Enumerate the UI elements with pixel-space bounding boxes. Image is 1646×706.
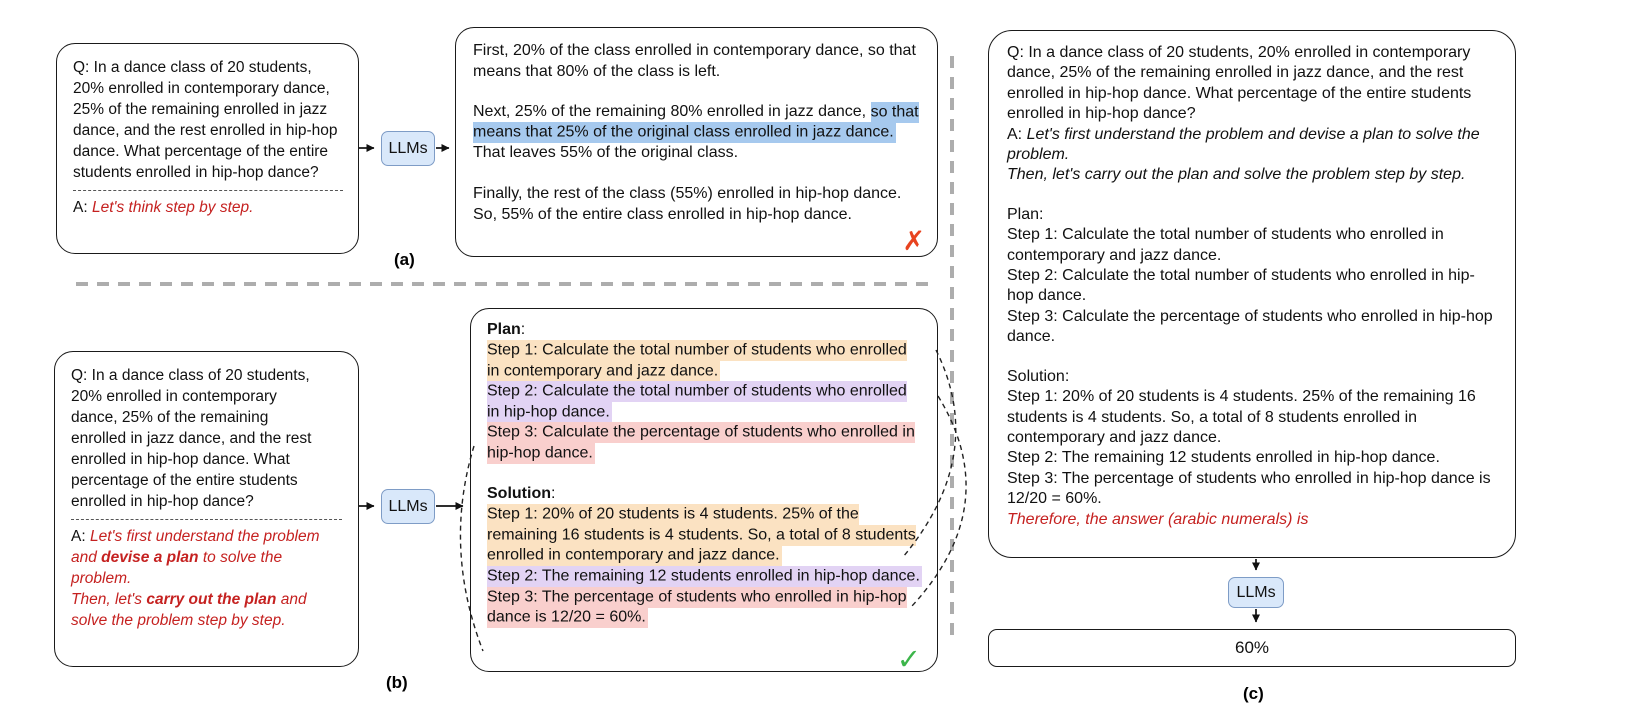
final-answer-text: 60% bbox=[1234, 638, 1270, 657]
panel-c-solution-title: Solution: bbox=[1007, 367, 1070, 385]
panel-c-answer-line-1 bbox=[1007, 125, 1500, 166]
solution-step-3-text: Step 3: The percentage of students who enrolled in hip-hop dance is 12/20 = 60%. bbox=[487, 587, 907, 629]
a2-pre: Then, let's bbox=[71, 591, 147, 608]
panel-c-label: (c) bbox=[1243, 684, 1264, 703]
panel-a-answer-line bbox=[73, 197, 343, 218]
panel-a-llm-box bbox=[381, 131, 435, 166]
panel-a-label: (a) bbox=[394, 250, 415, 269]
plan-step-3-text: Step 3: Calculate the percentage of students who enrolled in hip-hop dance. bbox=[487, 422, 915, 464]
panel-c-trigger-2: Then, let's carry out the plan and solve the problem step by step. bbox=[1007, 166, 1466, 184]
panel-a-response-box bbox=[455, 27, 938, 257]
answer-prefix: A: bbox=[1007, 125, 1027, 143]
panel-c-solution-step-2: Step 2: The remaining 12 students enrolled in hip-hop dance. bbox=[1007, 449, 1440, 467]
plan-title-text: Plan bbox=[487, 321, 521, 338]
cross-icon: ✗ bbox=[902, 226, 925, 257]
a1-bold: devise a plan bbox=[101, 549, 199, 566]
panel-b-prompt-box bbox=[54, 351, 359, 667]
plan-step-1 bbox=[487, 341, 923, 382]
panel-c-llm-box bbox=[1228, 577, 1284, 608]
panel-b-llm-box bbox=[381, 489, 435, 524]
panel-b-label: (b) bbox=[386, 673, 408, 692]
panel-a-trigger-text: Let's think step by step. bbox=[91, 199, 254, 216]
p2-blue-highlight: so that means that 25% of the original class enrolled in jazz dance. bbox=[473, 102, 919, 144]
prompt-divider bbox=[71, 519, 342, 520]
solution-title bbox=[487, 484, 923, 505]
plan-step-2 bbox=[487, 382, 923, 423]
panel-c-solution-step-1: Step 1: 20% of 20 students is 4 students. 25% of the remaining 16 students is 4 students. So, a total of 8 students enrolled in contemporary and jazz dance. bbox=[1007, 388, 1476, 446]
plan-step-2-text: Step 2: Calculate the total number of students who enrolled in hip-hop dance. bbox=[487, 381, 907, 423]
panel-a-question-text: Q: In a dance class of 20 students, 20% enrolled in contemporary dance, 25% of the remaining enrolled in jazz dance, and the rest enrolled in hip-hop dance. What percentage of the entire students enrolled in hip-hop dance? bbox=[73, 59, 338, 181]
panel-b-answer-line-1 bbox=[71, 526, 320, 589]
solution-step-1-text: Step 1: 20% of 20 students is 4 students. 25% of the remaining 16 students is 4 students. So, a total of 8 students enrolled in contemporary and jazz dance. bbox=[487, 504, 916, 566]
prompt-divider bbox=[73, 190, 343, 191]
p2-post: That leaves 55% of the original class. bbox=[473, 144, 739, 162]
panel-c-plan-title: Plan: bbox=[1007, 205, 1044, 223]
panel-b-question-text: Q: In a dance class of 20 students, 20% enrolled in contemporary dance, 25% of the remaining enrolled in jazz dance, and the rest enrolled in hip-hop dance. What percentage of the entire students enrolled in hip-hop dance? bbox=[71, 367, 312, 510]
panel-a-response-p1: First, 20% of the class enrolled in contemporary dance, so that means that 80% of the class is left. bbox=[473, 42, 916, 80]
a1-post: to solve the problem. bbox=[71, 549, 283, 587]
panel-c-plan-step-1: Step 1: Calculate the total number of students who enrolled in contemporary and jazz dance. bbox=[1007, 226, 1444, 264]
panel-c-answer-box bbox=[988, 629, 1516, 667]
plan-title bbox=[487, 320, 923, 341]
solution-step-3 bbox=[487, 587, 923, 628]
answer-prefix: A: bbox=[71, 528, 90, 545]
panel-c-plan-step-3: Step 3: Calculate the percentage of students who enrolled in hip-hop dance. bbox=[1007, 307, 1493, 346]
panel-c-plan-step-2: Step 2: Calculate the total number of students who enrolled in hip-hop dance. bbox=[1007, 267, 1475, 305]
panel-c-answer-line-2 bbox=[1007, 165, 1500, 185]
llm-label: LLMs bbox=[388, 139, 428, 157]
a2-bold: carry out the plan bbox=[146, 591, 277, 608]
panel-a-response-p2 bbox=[473, 102, 921, 164]
panel-b-trigger-1 bbox=[71, 528, 320, 587]
panel-a-prompt-box bbox=[56, 43, 359, 254]
panel-c-solution-step-3: Step 3: The percentage of students who enrolled in hip-hop dance is 12/20 = 60%. bbox=[1007, 469, 1491, 508]
panel-c-full-prompt-box bbox=[988, 30, 1516, 558]
llm-label: LLMs bbox=[388, 497, 428, 515]
a1-pre: Let's first understand the problem and bbox=[71, 528, 320, 566]
p2-pre: Next, 25% of the remaining 80% enrolled in jazz dance, bbox=[473, 103, 871, 121]
plan-step-3 bbox=[487, 423, 923, 464]
panel-c-final-trigger: Therefore, the answer (arabic numerals) is bbox=[1007, 510, 1309, 528]
check-icon: ✓ bbox=[896, 644, 921, 677]
a2-post: and solve the problem step by step. bbox=[71, 591, 307, 629]
panel-b-answer-line-2 bbox=[71, 589, 320, 631]
llm-label: LLMs bbox=[1236, 583, 1276, 601]
panel-c-trigger-1: Let's first understand the problem and devise a plan to solve the problem. bbox=[1007, 125, 1480, 164]
solution-step-2-text: Step 2: The remaining 12 students enrolled in hip-hop dance. bbox=[487, 566, 922, 587]
panel-c-question-text: Q: In a dance class of 20 students, 20% enrolled in contemporary dance, 25% of the remaining enrolled in jazz dance, and the rest enrolled in hip-hop dance. What percentage of the entire students enrolled in hip-hop dance? bbox=[1007, 44, 1472, 123]
plan-step-1-text: Step 1: Calculate the total number of students who enrolled in contemporary and jazz dance. bbox=[487, 340, 907, 382]
panel-b-response-box bbox=[470, 308, 938, 677]
panel-a-response-p3: Finally, the rest of the class (55%) enrolled in hip-hop dance. So, 55% of the entire class enrolled in hip-hop dance. bbox=[473, 184, 902, 223]
answer-prefix: A: bbox=[73, 199, 92, 216]
solution-title-text: Solution bbox=[487, 485, 551, 503]
solution-step-1 bbox=[487, 505, 923, 567]
solution-step-2 bbox=[487, 567, 923, 588]
colon: : bbox=[520, 321, 526, 338]
colon: : bbox=[550, 485, 556, 503]
